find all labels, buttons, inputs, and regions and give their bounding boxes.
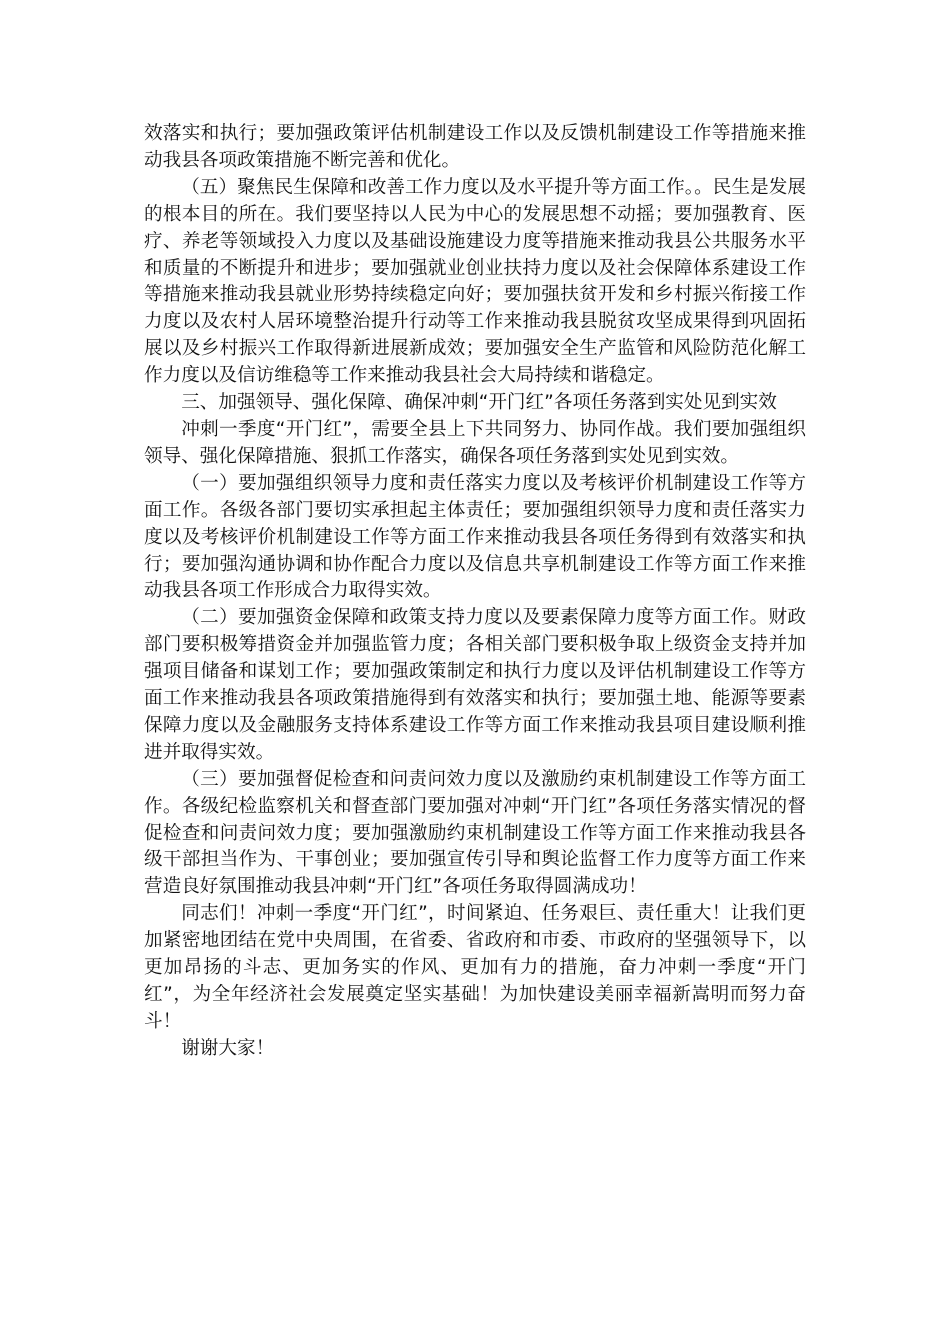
document-body [144,121,806,1063]
paragraph-section-five: （五）聚焦民生保障和改善工作力度以及水平提升等方面工作。。民生是发展的根本目的所在。我们要坚持以人民为中心的发展思想不动摇；要加强教育、医疗、养老等领域投入力度以及基础设施建设力度等措施来推动我县公共服务水平和质量的不断提升和进步；要加强就业创业扶持力度以及社会保障体系建设工作等措施来推动我县就业形势持续稳定向好；要加强扶贫开发和乡村振兴衔接工作力度以及农村人居环境整治提升行动等工作来推动我县脱贫攻坚成果得到巩固拓展以及乡村振兴工作取得新进展新成效；要加强安全生产监管和风险防范化解工作力度以及信访维稳等工作来推动我县社会大局持续和谐稳定。 [144,176,806,387]
paragraph-continuation: 效落实和执行；要加强政策评估机制建设工作以及反馈机制建设工作等措施来推动我县各项政策措施不断完善和优化。 [144,123,806,171]
paragraph-thanks: 谢谢大家！ [181,1037,275,1059]
paragraph-closing: 同志们！冲刺一季度“开门红”，时间紧迫、任务艰巨、责任重大！让我们更加紧密地团结在党中央周围，在省委、省政府和市委、市政府的坚强领导下，以更加昂扬的斗志、更加务实的作风、更加有力的措施，奋力冲刺一季度“开门红”，为全年经济社会发展奠定坚实基础！为加快建设美丽幸福新嵩明而努力奋斗！ [144,903,806,1032]
section-heading-three: 三、加强领导、强化保障、确保冲刺“开门红”各项任务落到实处见到实效 [181,392,777,414]
paragraph-item-one: （一）要加强组织领导力度和责任落实力度以及考核评价机制建设工作等方面工作。各级各部门要切实承担起主体责任；要加强组织领导力度和责任落实力度以及考核评价机制建设工作等方面工作来推动我县各项任务得到有效落实和执行；要加强沟通协调和协作配合力度以及信息共享机制建设工作等方面工作来推动我县各项工作形成合力取得实效。 [144,472,806,602]
paragraph-intro: 冲刺一季度“开门红”，需要全县上下共同努力、协同作战。我们要加强组织领导、强化保障措施、狠抓工作落实，确保各项任务落到实处见到实效。 [144,418,806,467]
paragraph-item-two: （二）要加强资金保障和政策支持力度以及要素保障力度等方面工作。财政部门要积极筹措资金并加强监管力度；各相关部门要积极争取上级资金支持并加强项目储备和谋划工作；要加强政策制定和执行力度以及评估机制建设工作等方面工作来推动我县各项政策措施得到有效落实和执行；要加强土地、能源等要素保障力度以及金融服务支持体系建设工作等方面工作来推动我县项目建设顺利推进并取得实效。 [144,607,806,763]
paragraph-item-three: （三）要加强督促检查和问责问效力度以及激励约束机制建设工作等方面工作。各级纪检监察机关和督查部门要加强对冲刺“开门红”各项任务落实情况的督促检查和问责问效力度；要加强激励约束机制建设工作等方面工作来推动我县各级干部担当作为、干事创业；要加强宣传引导和舆论监督工作力度等方面工作来营造良好氛围推动我县冲刺“开门红”各项任务取得圆满成功！ [144,768,806,898]
